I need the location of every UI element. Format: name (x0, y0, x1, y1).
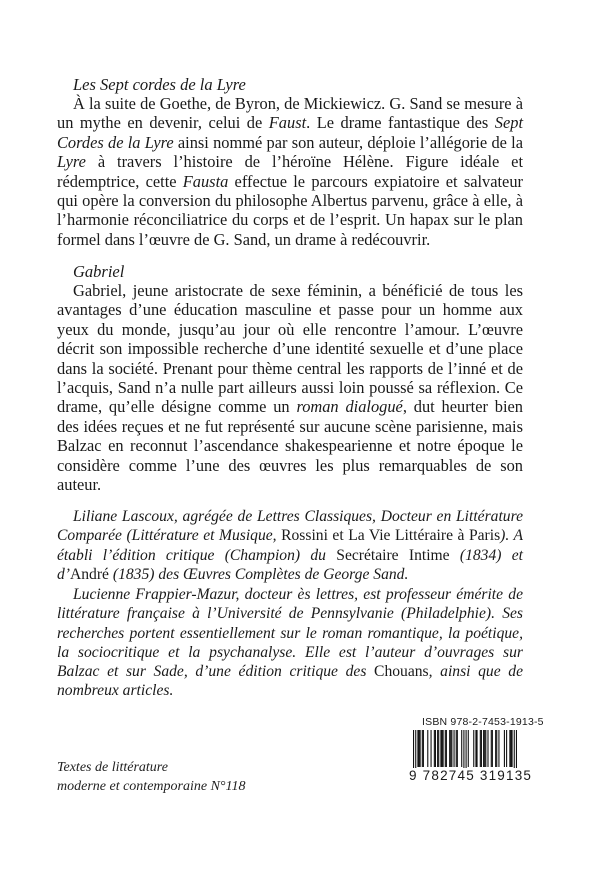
italic-title-run: Faust (268, 113, 307, 133)
barcode-bar (415, 730, 416, 772)
barcode-bar (512, 730, 513, 767)
section-title-gabriel: Gabriel (73, 262, 125, 281)
text-run: (1834) et d’ (57, 546, 523, 583)
text-run: Liliane Lascoux, agrégée de Lettres Classiques, Docteur en Littérature Comparée (Littérature et Musique, (57, 508, 523, 545)
upright-title-run: André (70, 565, 109, 583)
barcode-bar (506, 730, 507, 767)
series-label (57, 758, 245, 796)
barcode-bar (498, 730, 499, 767)
text-run: Lucienne Frappier-Mazur, docteur ès lettres, est professeur émérite de littérature française à l’Université de Pennsylvanie (Philadelphie). Ses recherches portent essentiellement sur le roman romantique, la poétique, la sociocritique et la psychanalyse. Elle est l’auteur d’ouvrages sur Balzac et sur Sade, d’une édition critique des (57, 586, 523, 681)
barcode-bar (475, 730, 476, 767)
text-run: . Le drame fantastique des (306, 113, 495, 133)
barcode-bar (468, 730, 469, 767)
barcode-bar (473, 730, 474, 767)
barcode-bar (509, 730, 510, 767)
author-bio-frappier-mazur (57, 585, 523, 701)
barcode-bar (476, 730, 477, 767)
section-title-sept-cordes: Les Sept cordes de la Lyre (73, 75, 246, 94)
barcode-bar (445, 730, 446, 767)
series-line-2: moderne et contemporaine N°118 (57, 779, 246, 794)
barcode-bar (492, 730, 493, 767)
barcode-bar (480, 730, 481, 767)
barcode-bar (496, 730, 497, 767)
barcode-bar (450, 730, 451, 767)
barcode-bar (487, 730, 488, 767)
ean-digits (409, 768, 532, 783)
barcode-bar (483, 730, 484, 767)
barcode-bar (423, 730, 424, 767)
ean-left-group: 782745 (422, 768, 475, 783)
text-run: ). A établi l’édition critique (Champion) du (57, 527, 524, 564)
upright-title-run: Secrétaire Intime (336, 546, 450, 564)
text-run: , ainsi que de nombreux articles. (57, 663, 523, 700)
barcode-bar (431, 730, 432, 767)
barcode-bar (466, 730, 467, 772)
barcode-bar (427, 730, 428, 767)
text-run: (1835) des Œuvres Complètes de George Sand. (108, 565, 409, 583)
barcode-bar (456, 730, 457, 767)
text-run: Gabriel, jeune aristocrate de sexe féminin, a bénéficié de tous les avantages d’une éducation masculine et passe pour un homme aux yeux du monde, jusqu’au jour où elle rencontre l’amour. L’œuvre décrit son impossible recherche d’une identité sexuelle et d’une place dans la société. Prenant pour thème central les rapports de l’inné et de l’acquis, Sand n’a nulle part ailleurs aussi loin poussé sa réflexion. Ce drame, qu’elle désigne comme un (57, 281, 523, 417)
barcode-bar (438, 730, 439, 767)
barcode-bar (454, 730, 455, 767)
barcode-bar (457, 730, 458, 767)
barcode-bar (443, 730, 444, 767)
barcode-bar (510, 730, 511, 767)
section-body-sept-cordes (57, 94, 523, 249)
upright-title-run: Rossini et La Vie Littéraire à Paris (281, 527, 501, 545)
barcode-bar (441, 730, 442, 767)
barcode-bar (437, 730, 438, 767)
barcode-bar (485, 730, 486, 767)
barcode-bar (504, 730, 505, 767)
barcode-bar (449, 730, 450, 767)
italic-title-run: Fausta (182, 171, 229, 191)
italic-title-run: Sept Cordes de la Lyre (57, 113, 524, 152)
barcode-bar (514, 730, 515, 772)
barcode-bar (484, 730, 485, 767)
barcode-bar (440, 730, 441, 767)
text-run: effectue le parcours expiatoire et salvateur qui opère la conversion du philosophe Albertus parvenu, grâce à elle, à l’harmonie réconciliatrice du corps et de l’esprit. Un hapax sur le plan formel dans l’œuvre de G. Sand, un drame à redécouvrir. (57, 171, 523, 249)
series-line-1: Textes de littérature (57, 760, 168, 775)
barcode-bar (491, 730, 492, 767)
barcode-bars (413, 730, 517, 772)
barcode-bar (481, 730, 482, 767)
ean-first-digit: 9 (409, 768, 418, 783)
isbn-label: ISBN 978-2-7453-1913-5 (422, 716, 544, 728)
barcode-bar (413, 730, 414, 772)
barcode-bar (417, 730, 418, 767)
barcode-bar (446, 730, 447, 767)
barcode-bar (434, 730, 435, 767)
italic-title-run: roman dialogué (296, 397, 403, 417)
barcode-bar (495, 730, 496, 767)
text-run: à travers l’histoire de l’héroïne Hélène. Figure idéale et rédemptrice, cette (57, 152, 523, 191)
text-run: ainsi nommé par son auteur, déploie l’allégorie de la (173, 132, 523, 152)
ean-right-group: 319135 (479, 768, 533, 783)
barcode-bar (451, 730, 452, 767)
section-body-gabriel (57, 281, 523, 494)
barcode-bar (418, 730, 419, 767)
upright-title-run: Chouans (374, 663, 429, 681)
barcode-bar (463, 730, 464, 772)
isbn-barcode (409, 716, 544, 784)
barcode-bar (435, 730, 436, 767)
barcode-bar (461, 730, 462, 767)
barcode-bar (516, 730, 517, 772)
barcode-bar (422, 730, 423, 767)
italic-title-run: Lyre (57, 152, 86, 172)
barcode-bar (420, 730, 421, 767)
text-run: , dut heurter bien des idées reçues et ne fut représenté sur aucune scène parisienne, mais Balzac en reconnut l’ascendance shakespearienne et notre époque le considère comme l’une des œuvres les plus remarquables de son auteur. (57, 397, 524, 495)
text-run: À la suite de Goethe, de Byron, de Mickiewicz. G. Sand se mesure à un mythe en devenir, celui de (57, 94, 523, 133)
author-bio-lascoux (57, 507, 523, 584)
